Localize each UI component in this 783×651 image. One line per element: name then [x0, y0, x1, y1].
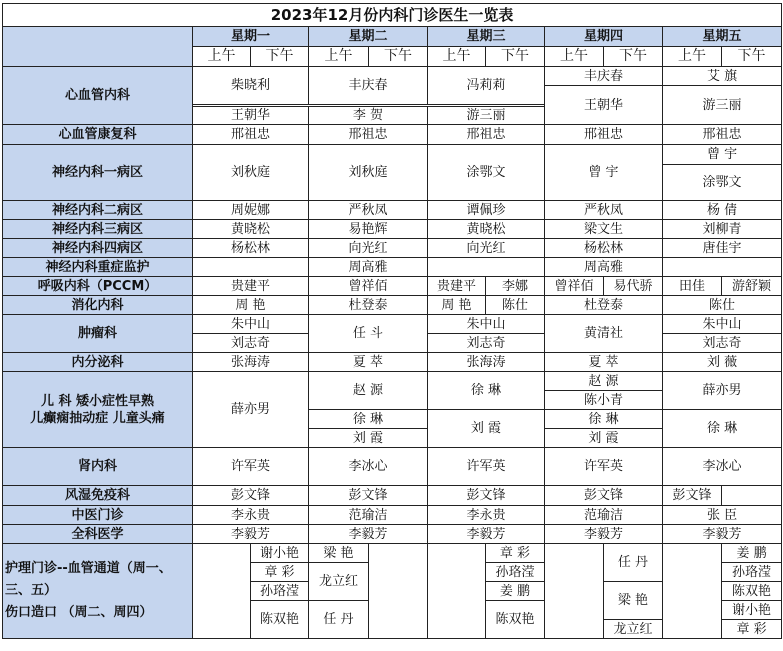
- doctor-cell: 涂鄂文: [428, 145, 545, 201]
- doctor-cell: 黄晓松: [428, 220, 545, 239]
- doctor-cell: 曾 宇: [663, 145, 782, 165]
- doctor-cell: 彭文锋: [309, 486, 428, 506]
- dept-pediatrics: [3, 372, 193, 448]
- doctor-cell: 丰庆春: [545, 67, 663, 86]
- doctor-cell: 邢祖忠: [663, 125, 782, 145]
- empty-cell: [545, 544, 604, 639]
- dept-neuro-1: 神经内科一病区: [3, 145, 193, 201]
- doctor-cell: 周 艳: [193, 296, 309, 315]
- doctor-cell: 章 彩: [722, 620, 782, 639]
- dept-oncology: 肿瘤科: [3, 315, 193, 353]
- doctor-cell: 易代骄: [604, 277, 663, 296]
- am-header: 上午: [545, 47, 604, 67]
- doctor-cell: 孙珞滢: [722, 563, 782, 582]
- doctor-cell: 邢祖忠: [545, 125, 663, 145]
- doctor-cell: 李毅芳: [428, 525, 545, 544]
- doctor-cell: 刘志奇: [428, 334, 545, 353]
- doctor-cell: 邢祖忠: [193, 125, 309, 145]
- schedule-table-wrapper: [2, 3, 781, 649]
- doctor-cell: 周高雅: [545, 258, 663, 277]
- doctor-cell: 邢祖忠: [428, 125, 545, 145]
- doctor-cell: 刘秋庭: [193, 145, 309, 201]
- doctor-cell: 丰庆春: [309, 67, 428, 105]
- doctor-cell: 向光红: [428, 239, 545, 258]
- doctor-cell: 许军英: [193, 448, 309, 486]
- doctor-cell: 梁 艳: [604, 582, 663, 620]
- dept-general-practice: 全科医学: [3, 525, 193, 544]
- doctor-cell: 谢小艳: [722, 601, 782, 620]
- doctor-cell: [193, 258, 309, 277]
- doctor-cell: 刘 霞: [545, 429, 663, 448]
- doctor-cell: 彭文锋: [663, 486, 722, 506]
- doctor-cell: [663, 258, 782, 277]
- doctor-cell: 周 艳: [428, 296, 486, 315]
- doctor-cell: 严秋凤: [309, 201, 428, 220]
- doctor-cell: 任 丹: [309, 601, 369, 639]
- doctor-cell: 梁 艳: [309, 544, 369, 563]
- doctor-cell: 艾 旗: [663, 67, 782, 86]
- doctor-cell: 陈仕: [486, 296, 545, 315]
- dept-nursing-line2: 伤口造口 （周二、周四）: [5, 605, 153, 620]
- dept-pediatrics-line1: 儿 科 矮小症性早熟: [40, 393, 155, 409]
- doctor-cell: 陈双艳: [486, 601, 545, 639]
- day-header-fri: 星期五: [663, 27, 782, 47]
- doctor-cell: 李 贺: [309, 107, 428, 125]
- empty-cell: [369, 544, 428, 639]
- doctor-cell: 李冰心: [663, 448, 782, 486]
- dept-gastro: 消化内科: [3, 296, 193, 315]
- doctor-cell: 李毅芳: [545, 525, 663, 544]
- pm-header: 下午: [486, 47, 545, 67]
- doctor-cell: 李娜: [486, 277, 545, 296]
- dept-cardio-rehab: 心血管康复科: [3, 125, 193, 145]
- dept-pediatrics-line2: 儿癫痫抽动症 儿童头痛: [30, 410, 165, 426]
- doctor-cell: 唐佳宇: [663, 239, 782, 258]
- doctor-cell: 夏 萃: [545, 353, 663, 372]
- doctor-cell: 周高雅: [309, 258, 428, 277]
- doctor-cell: 夏 萃: [309, 353, 428, 372]
- doctor-cell: 曾祥佰: [309, 277, 428, 296]
- pm-header: 下午: [722, 47, 782, 67]
- dept-neuro-2: 神经内科二病区: [3, 201, 193, 220]
- doctor-cell: 贵建平: [193, 277, 309, 296]
- doctor-cell: 游舒颖: [722, 277, 782, 296]
- doctor-cell: 朱中山: [663, 315, 782, 334]
- doctor-cell: 周妮娜: [193, 201, 309, 220]
- doctor-cell: 姜 鹏: [486, 582, 545, 601]
- doctor-cell: 涂鄂文: [663, 165, 782, 201]
- doctor-cell: 柴晓利: [193, 67, 309, 105]
- day-header-mon: 星期一: [193, 27, 309, 47]
- doctor-cell: 李毅芳: [309, 525, 428, 544]
- dept-nursing-clinic: [3, 544, 193, 639]
- doctor-cell: 徐 琳: [663, 410, 782, 448]
- am-header: 上午: [663, 47, 722, 67]
- doctor-cell: 许军英: [428, 448, 545, 486]
- doctor-cell: 张海涛: [428, 353, 545, 372]
- dept-neuro-icu: 神经内科重症监护: [3, 258, 193, 277]
- doctor-cell: 王朝华: [193, 107, 309, 125]
- dept-endocrine: 内分泌科: [3, 353, 193, 372]
- doctor-cell: 范瑜洁: [309, 506, 428, 525]
- doctor-cell: 黄清社: [545, 315, 663, 353]
- doctor-cell: 赵 源: [309, 372, 428, 410]
- doctor-cell: 刘 霞: [309, 429, 428, 448]
- am-header: 上午: [193, 47, 251, 67]
- doctor-cell: 任 丹: [604, 544, 663, 582]
- dept-respiratory: 呼吸内科（PCCM）: [3, 277, 193, 296]
- doctor-cell: 龙立红: [309, 563, 369, 601]
- am-header: 上午: [428, 47, 486, 67]
- doctor-cell: 谭佩珍: [428, 201, 545, 220]
- doctor-cell: 曾祥佰: [545, 277, 604, 296]
- doctor-cell: 范瑜洁: [545, 506, 663, 525]
- doctor-cell: 陈小青: [545, 391, 663, 410]
- doctor-cell: 杨松林: [193, 239, 309, 258]
- doctor-cell: 陈双艳: [251, 601, 309, 639]
- doctor-cell: 陈仕: [663, 296, 782, 315]
- doctor-cell: [722, 486, 782, 506]
- doctor-cell: 杨松林: [545, 239, 663, 258]
- dept-nephrology: 肾内科: [3, 448, 193, 486]
- doctor-cell: 赵 源: [545, 372, 663, 391]
- doctor-cell: 曾 宇: [545, 145, 663, 201]
- doctor-cell: 薛亦男: [663, 372, 782, 410]
- doctor-cell: 李冰心: [309, 448, 428, 486]
- doctor-cell: 黄晓松: [193, 220, 309, 239]
- doctor-cell: 李毅芳: [663, 525, 782, 544]
- doctor-cell: 李毅芳: [193, 525, 309, 544]
- schedule-table: [2, 3, 782, 639]
- dept-neuro-4: 神经内科四病区: [3, 239, 193, 258]
- doctor-cell: 孙珞滢: [486, 563, 545, 582]
- doctor-cell: 冯莉莉: [428, 67, 545, 105]
- doctor-cell: 陈双艳: [722, 582, 782, 601]
- doctor-cell: 杜登泰: [309, 296, 428, 315]
- doctor-cell: 许军英: [545, 448, 663, 486]
- doctor-cell: [428, 258, 545, 277]
- doctor-cell: 任 斗: [309, 315, 428, 353]
- doctor-cell: 刘 薇: [663, 353, 782, 372]
- pm-header: 下午: [369, 47, 428, 67]
- doctor-cell: 游三丽: [663, 86, 782, 125]
- doctor-cell: 龙立红: [604, 620, 663, 639]
- doctor-cell: 田佳: [663, 277, 722, 296]
- doctor-cell: 李永贵: [193, 506, 309, 525]
- doctor-cell: 孙珞滢: [251, 582, 309, 601]
- doctor-cell: 朱中山: [193, 315, 309, 334]
- doctor-cell: 严秋凤: [545, 201, 663, 220]
- doctor-cell: 杨 倩: [663, 201, 782, 220]
- doctor-cell: 徐 琳: [545, 410, 663, 429]
- doctor-cell: 刘秋庭: [309, 145, 428, 201]
- doctor-cell: 谢小艳: [251, 544, 309, 563]
- doctor-cell: 贵建平: [428, 277, 486, 296]
- doctor-cell: 邢祖忠: [309, 125, 428, 145]
- dept-cardio: 心血管内科: [3, 67, 193, 125]
- doctor-cell: 姜 鹏: [722, 544, 782, 563]
- doctor-cell: 易艳辉: [309, 220, 428, 239]
- doctor-cell: 彭文锋: [428, 486, 545, 506]
- dept-nursing-line1: 护理门诊--血管通道（周一、三、五）: [5, 561, 172, 598]
- pm-header: 下午: [604, 47, 663, 67]
- doctor-cell: 王朝华: [545, 86, 663, 125]
- doctor-cell: 游三丽: [428, 107, 545, 125]
- day-header-wed: 星期三: [428, 27, 545, 47]
- empty-cell: [428, 544, 486, 639]
- doctor-cell: 朱中山: [428, 315, 545, 334]
- corner-cell: [3, 27, 193, 67]
- doctor-cell: 章 彩: [486, 544, 545, 563]
- empty-cell: [663, 544, 722, 639]
- doctor-cell: 刘柳青: [663, 220, 782, 239]
- doctor-cell: 梁文生: [545, 220, 663, 239]
- doctor-cell: 徐 琳: [428, 372, 545, 410]
- doctor-cell: 杜登泰: [545, 296, 663, 315]
- doctor-cell: 张海涛: [193, 353, 309, 372]
- doctor-cell: 向光红: [309, 239, 428, 258]
- doctor-cell: 薛亦男: [193, 372, 309, 448]
- dept-tcm: 中医门诊: [3, 506, 193, 525]
- doctor-cell: 彭文锋: [193, 486, 309, 506]
- doctor-cell: 张 臣: [663, 506, 782, 525]
- empty-cell: [193, 544, 251, 639]
- am-header: 上午: [309, 47, 369, 67]
- doctor-cell: 刘志奇: [663, 334, 782, 353]
- day-header-tue: 星期二: [309, 27, 428, 47]
- dept-rheumatology: 风湿免疫科: [3, 486, 193, 506]
- doctor-cell: 彭文锋: [545, 486, 663, 506]
- pm-header: 下午: [251, 47, 309, 67]
- doctor-cell: 刘志奇: [193, 334, 309, 353]
- doctor-cell: 章 彩: [251, 563, 309, 582]
- day-header-thu: 星期四: [545, 27, 663, 47]
- doctor-cell: 徐 琳: [309, 410, 428, 429]
- doctor-cell: 刘 霞: [428, 410, 545, 448]
- dept-neuro-3: 神经内科三病区: [3, 220, 193, 239]
- doctor-cell: 李永贵: [428, 506, 545, 525]
- page-title: 2023年12月份内科门诊医生一览表: [3, 4, 782, 27]
